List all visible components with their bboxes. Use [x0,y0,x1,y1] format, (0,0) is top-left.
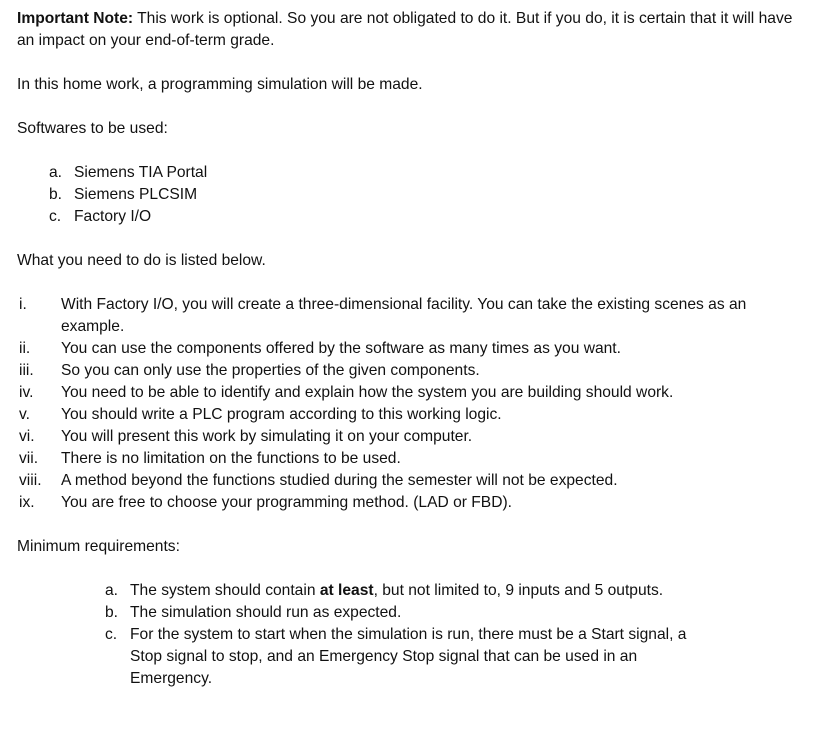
task-item [17,448,761,470]
task-item [17,492,761,514]
list-marker: b. [105,604,119,621]
document [17,8,807,690]
task-item-text: There is no limitation on the functions to be used. [61,450,401,467]
task-item [17,382,761,404]
list-marker: c. [49,208,62,225]
list-marker: vii. [19,450,39,467]
task-item [17,338,761,360]
task-item-text: You will present this work by simulating it on your computer. [61,428,473,445]
task-item [17,470,761,492]
tasks-heading: What you need to do is listed below. [17,252,266,269]
list-marker: a. [49,164,63,181]
list-marker: vi. [19,428,35,445]
task-item [17,294,761,338]
software-item [17,184,807,206]
task-item-text: You can use the components offered by the software as many times as you want. [61,340,621,357]
software-item-text: Siemens PLCSIM [74,186,198,203]
list-marker: ix. [19,494,35,511]
requirements-list [17,580,807,690]
requirement-item [17,602,690,624]
task-item-text: You should write a PLC program according to this working logic. [61,406,502,423]
list-marker: a. [105,582,119,599]
task-item-text: You need to be able to identify and explain how the system you are building should work. [61,384,674,401]
spacer [17,558,807,580]
task-item [17,404,761,426]
software-list [17,162,807,228]
task-item-text: With Factory I/O, you will create a three-dimensional facility. You can take the existing scenes as an example. [61,296,747,335]
requirement-text: For the system to start when the simulation is run, there must be a Start signal, a Stop signal to stop, and an Emergency Stop signal that can be used in an Emergency. [130,626,687,687]
software-heading: Softwares to be used: [17,120,168,137]
requirement-text: The system should contain [130,582,320,599]
spacer [17,272,807,294]
task-item-text: You are free to choose your programming method. (LAD or FBD). [61,494,512,511]
list-marker: ii. [19,340,31,357]
requirement-text: , but not limited to, 9 inputs and 5 outputs. [373,582,664,599]
requirement-emphasis: at least [319,582,374,599]
spacer [17,140,807,162]
task-item [17,360,761,382]
requirement-item [17,580,690,602]
software-item-text: Factory I/O [74,208,152,225]
requirements-heading: Minimum requirements: [17,538,180,555]
list-marker: iv. [19,384,34,401]
important-note [17,8,807,52]
list-marker: viii. [19,472,42,489]
software-item-text: Siemens TIA Portal [74,164,208,181]
tasks-list [17,294,807,514]
list-marker: c. [105,626,118,643]
requirement-text: The simulation should run as expected. [130,604,402,621]
software-item [17,162,807,184]
requirement-item [17,624,690,690]
software-item [17,206,807,228]
spacer [17,96,807,118]
list-marker: v. [19,406,30,423]
list-marker: b. [49,186,63,203]
important-note-text: This work is optional. So you are not obligated to do it. But if you do, it is certain that it will have an impact on your end-of-term grade. [17,10,793,49]
intro-text: In this home work, a programming simulation will be made. [17,76,423,93]
task-item-text: So you can only use the properties of the given components. [61,362,480,379]
spacer [17,514,807,536]
important-note-label: Important Note: [17,10,134,27]
task-item [17,426,761,448]
task-item-text: A method beyond the functions studied during the semester will not be expected. [61,472,618,489]
list-marker: iii. [19,362,34,379]
list-marker: i. [19,296,27,313]
spacer [17,228,807,250]
